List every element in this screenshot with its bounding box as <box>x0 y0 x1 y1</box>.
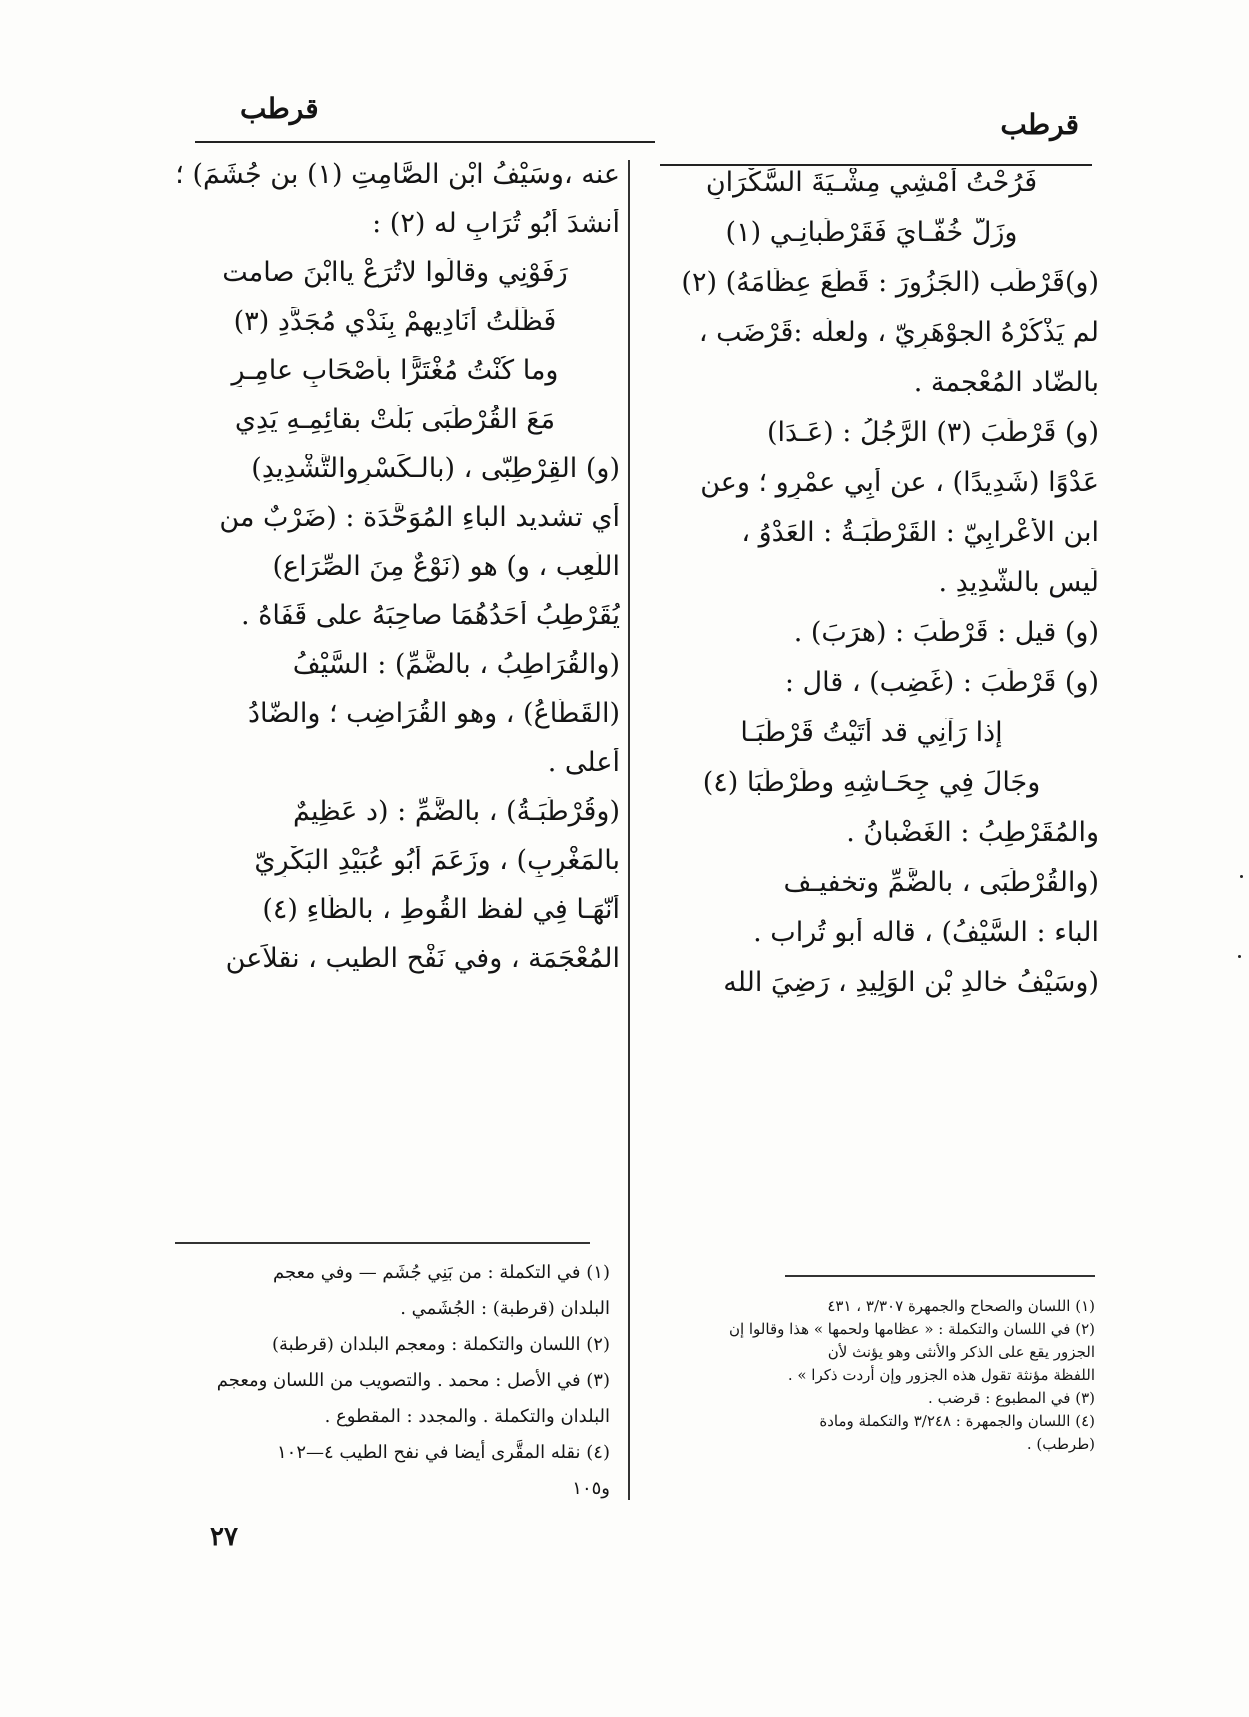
footnote-line: (٢) اللسان والتكملة : ومعجم البلدان (قرطبة) <box>271 1334 610 1355</box>
text-line: وما كُنْتُ مُغْتَرًّا بأَصْحَابِ عامِـرٍ <box>231 356 559 386</box>
footnote-line: (طرطب) . <box>1026 1435 1095 1453</box>
footnote-line: اللفظة مؤنثة تقول هذه الجزور وإن أردت ذكرا » . <box>787 1366 1095 1384</box>
column-divider <box>628 160 630 1500</box>
text-line: المُعْجَمَة ، وفي نَفْحِ الطيب ، نقلاًعن <box>225 944 620 974</box>
text-line: أَعلى . <box>547 748 620 778</box>
header-rule-right <box>660 164 1092 166</box>
text-line: والمُقَرْطِبُ : الغَضْبانُ . <box>846 818 1099 848</box>
text-line: بالضّاد المُعْجمة . <box>913 368 1099 398</box>
text-line: أَي تشديد الباءِ المُوَحَّدَة : (ضَرْبٌ من <box>219 503 620 533</box>
footnote-rule-right <box>785 1275 1095 1277</box>
text-line: عنه ،وسَيْفُ ابْنِ الصَّامِتِ (١) بنِ جُشَمَ) ؛ <box>175 160 620 190</box>
text-line: وزَلَّ خُفَّـايَ فَقَرْطَبانِـي (١) <box>725 218 1018 248</box>
text-line: (والقُرْطُبَى ، بالضَّمِّ وتخفيـف <box>783 868 1099 898</box>
text-line: اللَّعِب ، و) هو (نَوْعٌ مِنَ الصِّرَاعِ) <box>272 552 620 582</box>
text-line: بالمَغْرِبِ) ، وزَعَمَ أَبُو عُبَيْدِ البَكْرِيّ <box>254 846 620 876</box>
text-line: (وقُرْطُبَـةُ) ، بالضَّمِّ : (د عَظِيمٌ <box>293 797 620 827</box>
text-line: (و) قَرْطَبَ (٣) الرَّجُلُ : (عَـدَا) <box>766 418 1099 448</box>
page-number: ٢٧ <box>210 1522 238 1552</box>
text-line: أَنّهَـا فِي لفظ القُوطِ ، بالظَّاءِ (٤) <box>262 895 620 925</box>
text-line: فَظَلْتُ أُنَادِيهِمْ بِنَدْيٍ مُجَدَّدِ (٣) <box>233 307 557 337</box>
text-line: مَعَ القُرْطُبَى بَلَّتْ بقائِمِـهِ يَدِي <box>234 405 556 435</box>
footnote-line: الجزور يقع على الذكر والأنثى وهو يؤنث لأن <box>827 1343 1095 1361</box>
running-head-left: قرطب <box>240 92 319 125</box>
footnotes-left <box>170 1255 610 1507</box>
running-head-right: قرطب <box>1000 108 1079 141</box>
text-line: (القَطَّاعُ) ، وهو القُرَاضِب ؛ والضّادُ <box>247 699 620 729</box>
footnote-line: (١) اللسان والصحاح والجمهرة ٣/٣٠٧ ، ٤٣١ <box>827 1297 1095 1315</box>
text-line: وجَالَ فِي جِحَـاشِهِ وطَرْطَبَا (٤) <box>702 768 1041 798</box>
footnote-line: (٤) نقله المقَّرى أيضا في نفح الطيب ٤—١٠٢ <box>276 1442 610 1463</box>
text-line: إذا رَآنِي قد أَتَيْتُ قَرْطَبَـا <box>740 718 1003 748</box>
text-line: عَدْوًا (شَدِيدًا) ، عن أَبِي عمْرٍو ؛ وعن <box>700 468 1099 498</box>
text-line: (و) قَرْطَبَ : (غَضِب) ، قال : <box>784 668 1099 698</box>
text-line: فَرُحْتُ أَمْشِي مِشْـيَةَ السَّكْرَانِ <box>705 168 1038 198</box>
footnote-line: (٣) في المطبوع : قرضب . <box>928 1389 1095 1407</box>
scan-speck <box>1240 875 1243 878</box>
text-line: (و) القِرْطِبّى ، (بالـكَسْرِوالتَّشْدِيدِ) <box>251 454 620 484</box>
text-line: (والقُرَاطِبُ ، بالضَّمِّ) : السَّيْفُ <box>292 650 620 680</box>
text-line: (وسَيْفُ خالدِ بْنِ الوَلِيدِ ، رَضِيَ الله <box>723 968 1099 998</box>
text-line: (و) قيل : قَرْطَبَ : (هرَبَ) . <box>793 618 1099 648</box>
header-rule-left <box>195 141 655 143</box>
text-line: الباء : السَّيْفُ) ، قاله أَبو تُراب . <box>753 918 1099 948</box>
text-line: (و)قَرْطَب (الجَزُورَ : قَطَّعَ عِظَامَهُ) (٢) <box>681 268 1099 298</box>
footnote-line: البلدان (قرطبة) : الجُشَمي . <box>400 1298 610 1319</box>
right-column <box>644 168 1099 1018</box>
footnote-line: (٣) في الأصل : محمد . والتصويب من اللسان ومعجم <box>216 1370 610 1391</box>
left-column <box>170 160 620 993</box>
footnote-rule-left <box>175 1242 590 1244</box>
footnote-line: (٢) في اللسان والتكملة : « عظامها ولحمها » هذا وقالوا إن <box>728 1320 1095 1338</box>
text-line: لم يَذْكُرْهُ الجوْهَرِيّ ، ولعلّه :قَرْضَب ، <box>698 318 1099 348</box>
text-line: لَيس بالشَّدِيدِ . <box>938 568 1099 598</box>
footnote-line: و١٠٥ <box>572 1478 610 1499</box>
footnotes-right <box>705 1295 1095 1456</box>
footnote-line: (١) في التكملة : من بَنِي جُشَم — وفي معجم <box>273 1262 610 1283</box>
text-line: ابنِ الأَعْرابِيّ : القَرْطَبَـةُ : العَدْوُ ، <box>741 518 1099 548</box>
scan-speck <box>1238 955 1241 958</box>
text-line: أَنشدَ أَبُو تُرَابٍ له (٢) : <box>372 209 620 239</box>
footnote-line: (٤) اللسان والجمهرة : ٣/٢٤٨ والتكملة ومادة <box>819 1412 1095 1430</box>
footnote-line: البلدان والتكملة . والمجدد : المقطوع . <box>324 1406 610 1427</box>
text-line: رَفَوْنِي وقالُوا لاتُرَعْ ياابْنَ صامت <box>222 258 568 288</box>
text-line: يُقَرْطِبُ أَحَدُهُمَا صاحِبَهُ على قَفَاهُ . <box>241 601 620 631</box>
